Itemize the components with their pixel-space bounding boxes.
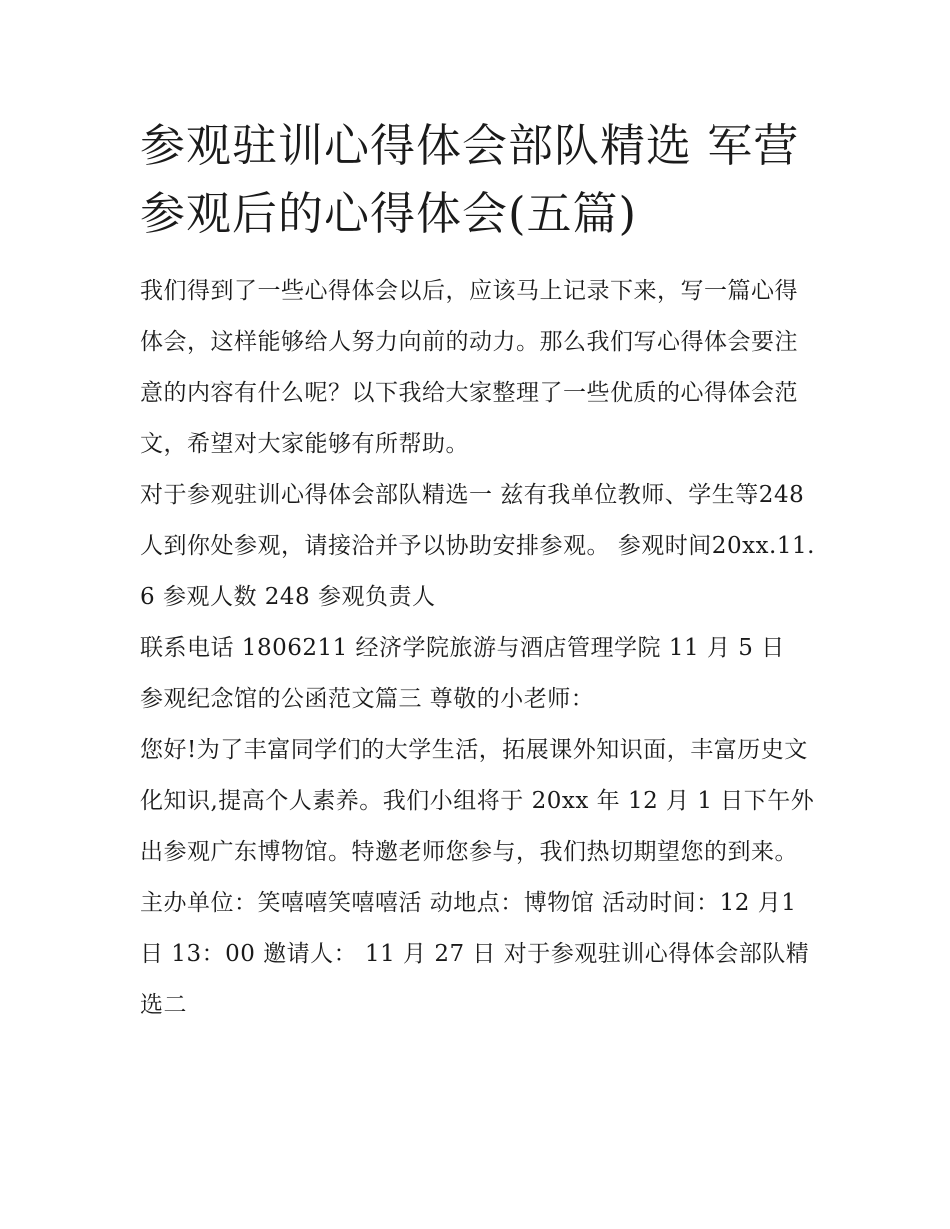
paragraph-event-info: 主办单位：笑嘻嘻笑嘻嘻活 动地点：博物馆 活动时间：12 月1 日 13：00 邀请人： 11 月 27 日 对于参观驻训心得体会部队精选二 xyxy=(140,890,810,1018)
paragraph-selection-one: 对于参观驻训心得体会部队精选一 兹有我单位教师、学生等248 人到你处参观，请接洽并予以协助安排参观。 参观时间20xx.11.6 参观人数 248 参观负责人 xyxy=(140,482,815,610)
document-title: 参观驻训心得体会部队精选 军营参观后的心得体会(五篇) xyxy=(140,119,800,240)
paragraph-greeting: 您好!为了丰富同学们的大学生活，拓展课外知识面，丰富历史文化知识,提高个人素养。我们小组将于 20xx 年 12 月 1 日下午外出参观广东博物馆。特邀老师您参与，我们热切期望您的到来。 xyxy=(140,737,815,865)
paragraph-contact: 联系电话 1806211 经济学院旅游与酒店管理学院 11 月 5 日 参观纪念馆的公函范文篇三 尊敬的小老师： xyxy=(140,635,785,712)
paragraph-intro: 我们得到了一些心得体会以后，应该马上记录下来，写一篇心得体会，这样能够给人努力向前的动力。那么我们写心得体会要注意的内容有什么呢？以下我给大家整理了一些优质的心得体会范文，希望对大家能够有所帮助。 xyxy=(140,278,798,457)
document-page xyxy=(140,112,815,1031)
